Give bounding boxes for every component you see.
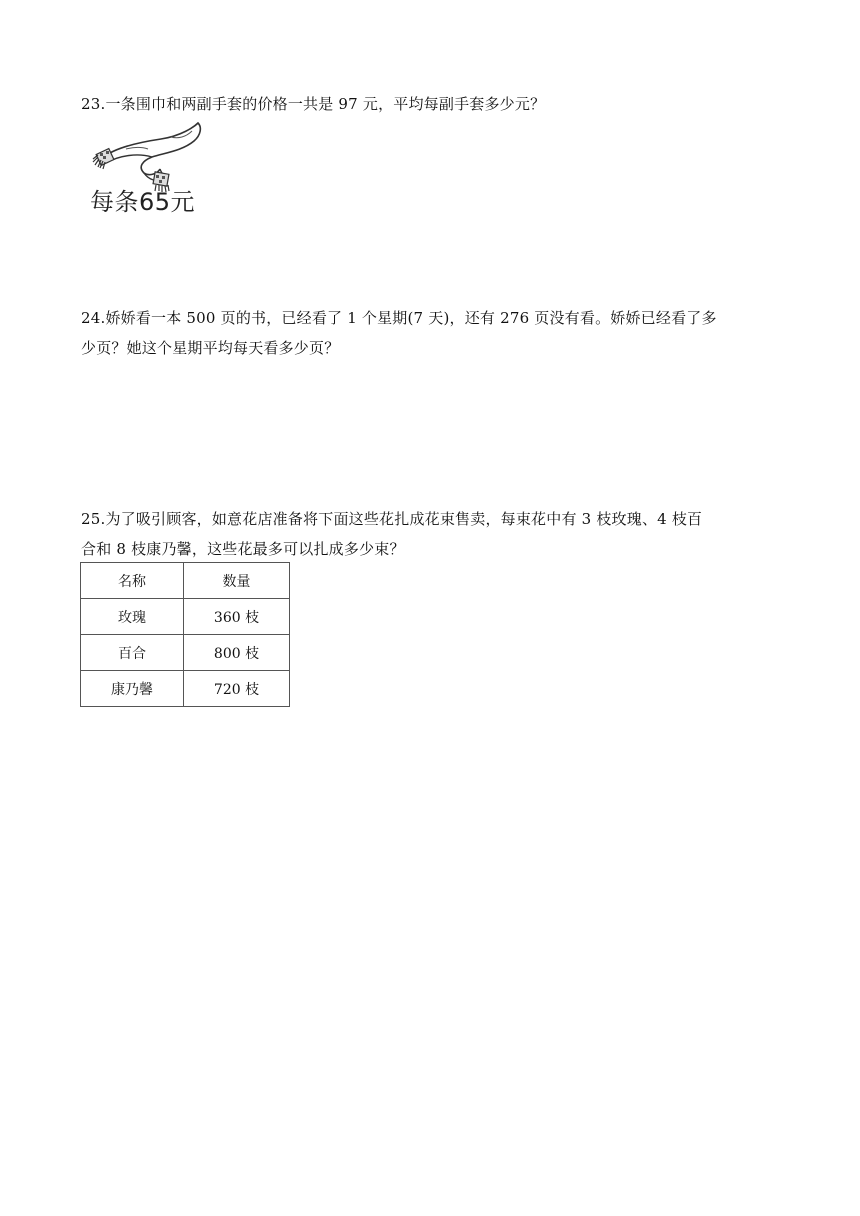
table-row	[81, 671, 290, 707]
scarf-icon	[86, 117, 216, 192]
question-24-line-1: 24.娇娇看一本 500 页的书，已经看了 1 个星期(7 天)，还有 276 页没有看。娇娇已经看了多	[81, 309, 717, 327]
question-25-line-2: 合和 8 枝康乃馨，这些花最多可以扎成多少束？	[81, 540, 405, 558]
table-cell-quantity: 360 枝	[184, 599, 290, 635]
question-23	[81, 89, 781, 119]
table-cell-quantity: 720 枝	[184, 671, 290, 707]
table-row	[81, 635, 290, 671]
scarf-figure	[86, 117, 216, 227]
table-row	[81, 599, 290, 635]
table-cell-name: 康乃馨	[81, 671, 184, 707]
table-cell-quantity: 800 枝	[184, 635, 290, 671]
flower-quantity-table	[80, 562, 290, 707]
question-23-text: 23.一条围巾和两副手套的价格一共是 97 元，平均每副手套多少元？	[81, 95, 546, 113]
question-24-line-2: 少页？她这个星期平均每天看多少页？	[81, 339, 340, 357]
table-cell-name: 百合	[81, 635, 184, 671]
question-25-line-1: 25.为了吸引顾客，如意花店准备将下面这些花扎成花束售卖，每束花中有 3 枝玫瑰、4 枝百	[81, 510, 703, 528]
table-header-quantity: 数量	[184, 563, 290, 599]
question-25	[81, 504, 781, 564]
table-cell-name: 玫瑰	[81, 599, 184, 635]
question-24	[81, 303, 781, 363]
scarf-price-label: 每条65元	[90, 188, 196, 216]
table-header-name: 名称	[81, 563, 184, 599]
table-header-row	[81, 563, 290, 599]
